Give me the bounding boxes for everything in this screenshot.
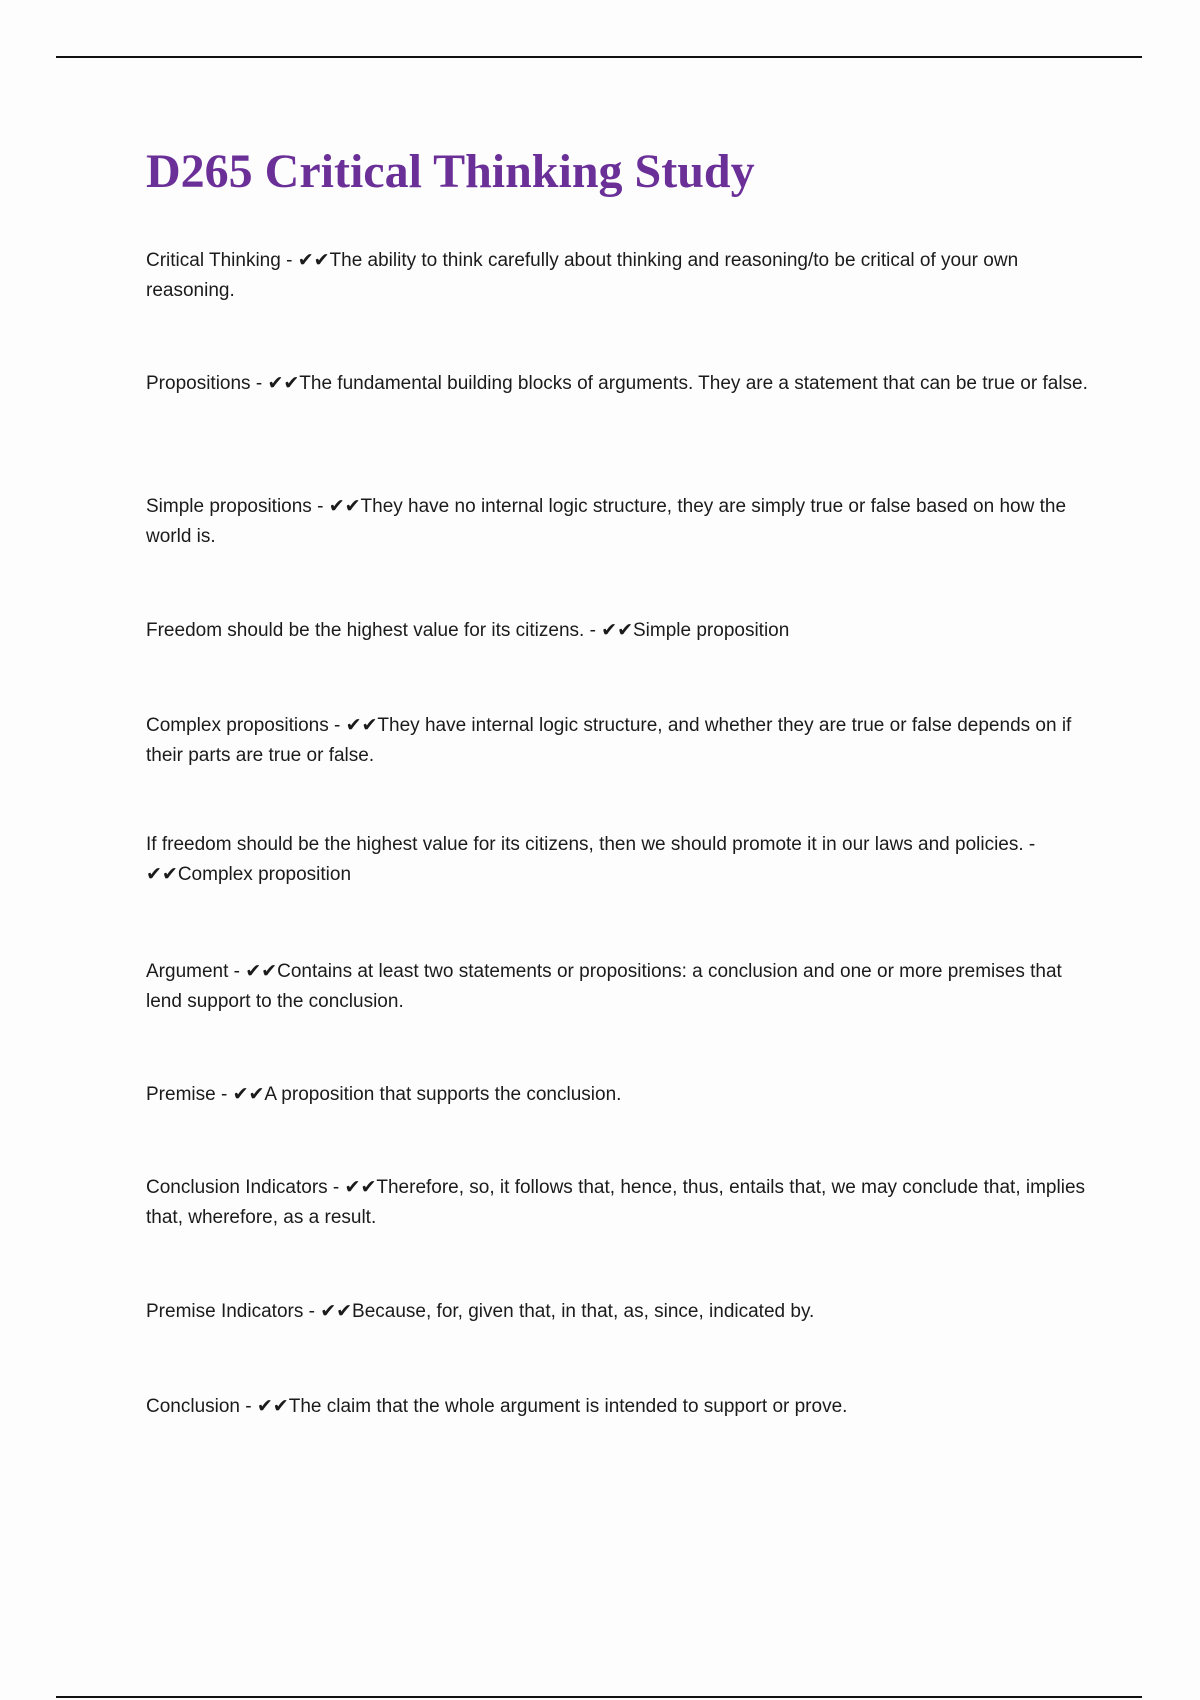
entry-simple-propositions: Simple propositions - ✔✔They have no internal logic structure, they are simply true or false based on how the world is.: [146, 496, 1067, 547]
entry-critical-thinking: Critical Thinking - ✔✔The ability to think carefully about thinking and reasoning/to be critical of your own reasoning.: [146, 250, 1019, 301]
top-rule: [56, 56, 1142, 58]
document-title: D265 Critical Thinking Study: [146, 145, 755, 198]
entry-conclusion-indicators: Conclusion Indicators - ✔✔Therefore, so, it follows that, hence, thus, entails that, we may conclude that, implies that, wherefore, as a result.: [146, 1177, 1086, 1228]
bottom-rule: [56, 1696, 1142, 1698]
entry-simple-proposition-example: Freedom should be the highest value for its citizens. - ✔✔Simple proposition: [146, 620, 790, 641]
entry-argument: Argument - ✔✔Contains at least two statements or propositions: a conclusion and one or more premises that lend support to the conclusion.: [146, 961, 1062, 1012]
entry-complex-propositions: Complex propositions - ✔✔They have internal logic structure, and whether they are true or false depends on if their parts are true or false.: [146, 715, 1072, 766]
entry-propositions: Propositions - ✔✔The fundamental building blocks of arguments. They are a statement that can be true or false.: [146, 373, 1088, 394]
entry-complex-proposition-example: If freedom should be the highest value for its citizens, then we should promote it in our laws and policies. - ✔✔Complex proposition: [146, 834, 1036, 885]
entry-premise-indicators: Premise Indicators - ✔✔Because, for, given that, in that, as, since, indicated by.: [146, 1301, 815, 1322]
entry-conclusion: Conclusion - ✔✔The claim that the whole argument is intended to support or prove.: [146, 1396, 848, 1417]
entry-premise: Premise - ✔✔A proposition that supports the conclusion.: [146, 1084, 622, 1105]
